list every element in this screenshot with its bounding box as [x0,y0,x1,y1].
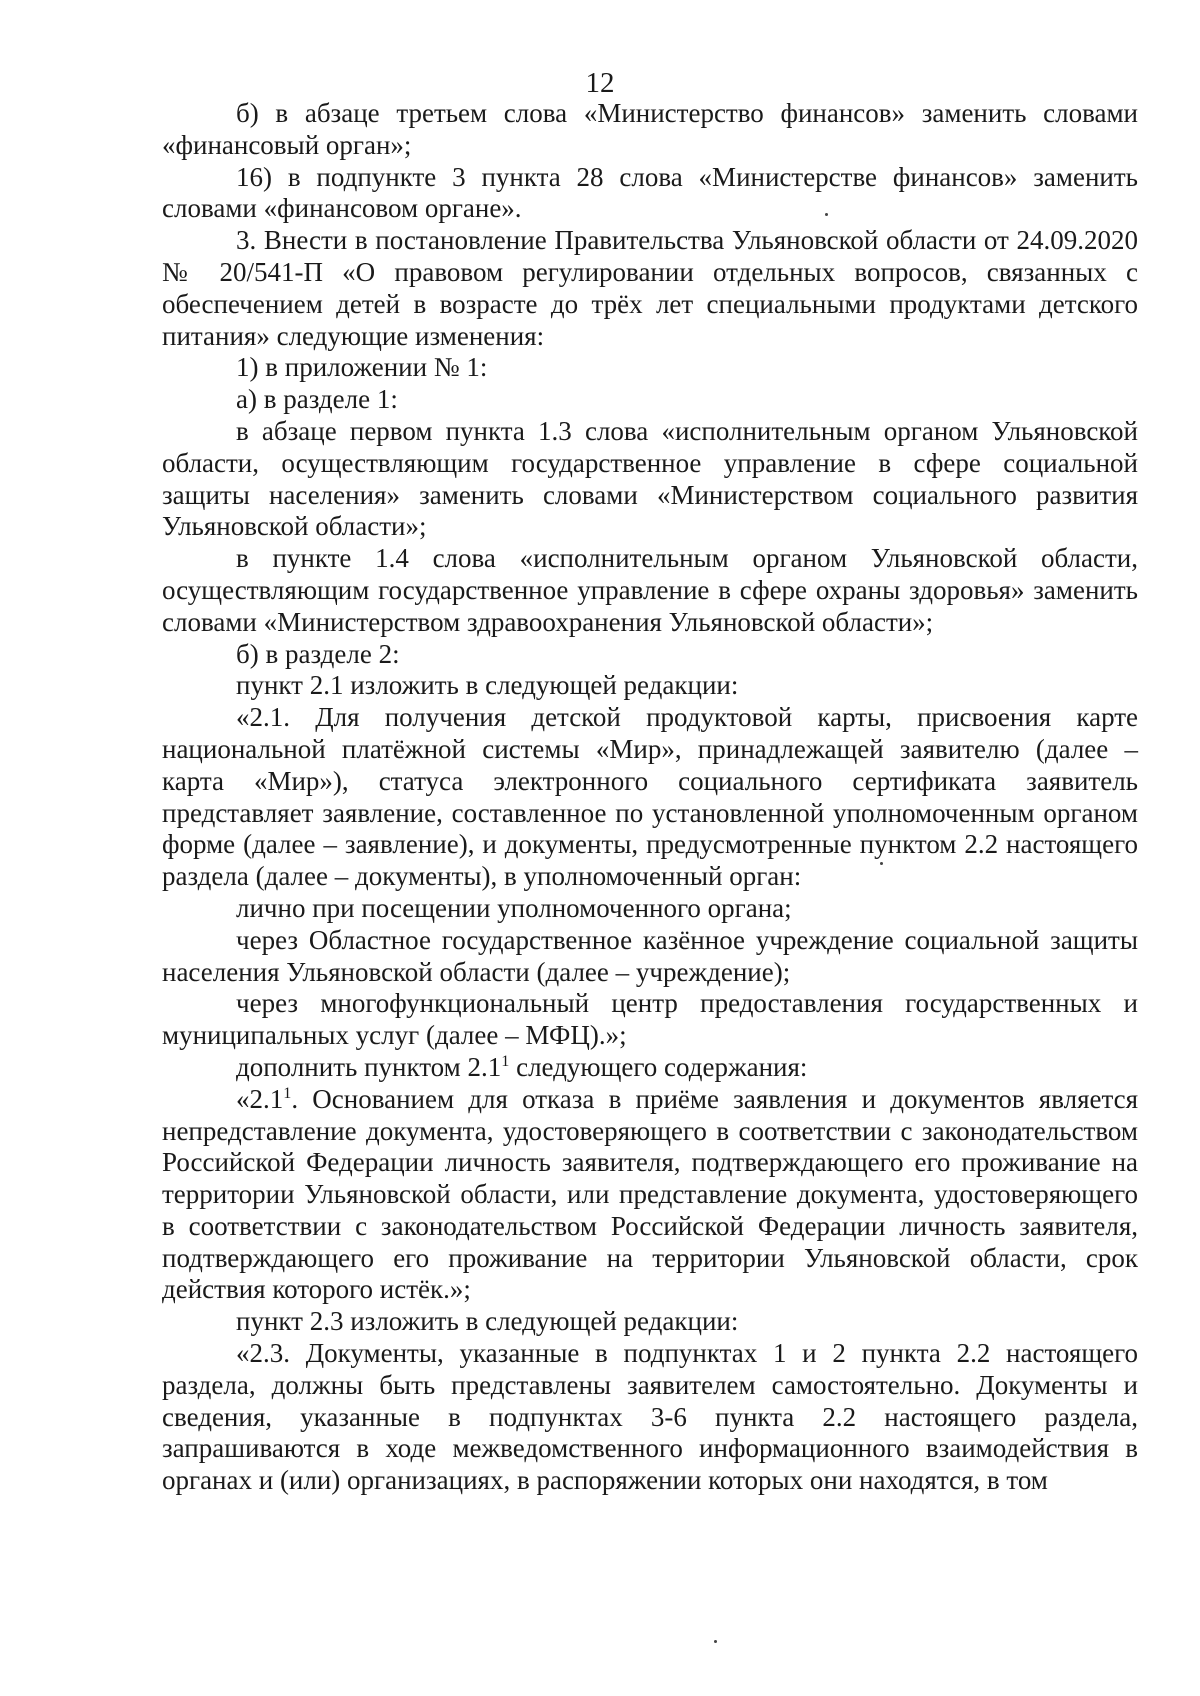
paragraph: через многофункциональный центр предоставления государственных и муниципальных услуг (далее – МФЦ).»; [162,988,1138,1051]
paragraph-2-1-1 [162,1084,1138,1307]
paragraph: «2.1. Для получения детской продуктовой карты, присвоения карте национальной платёжной системы «Мир», принадлежащей заявителю (далее – карта «Мир»), статуса электронного социального сертификата заявитель представляет заявление, составленное по установленной уполномоченным органом форме (далее – заявление), и документы, предусмотренные пунктом 2.2 настоящего раздела (далее – документы), в уполномоченный орган: [162,702,1138,892]
superscript: 1 [283,1083,292,1102]
paragraph: пункт 2.3 изложить в следующей редакции: [236,1306,739,1337]
paragraph: б) в разделе 2: [236,638,400,669]
text-fragment: дополнить пунктом 2.1 [236,1051,502,1082]
paragraph: лично при посещении уполномоченного органа; [236,892,792,923]
scan-speck [825,213,828,216]
document-body [162,98,1138,1497]
paragraph: в абзаце первом пункта 1.3 слова «исполнительным органом Ульяновской области, осуществляющим государственное управление в сфере социальной защиты населения» заменить словами «Министерством социального развития Ульяновской области»; [162,415,1138,542]
page-number: 12 [585,67,615,99]
text-fragment: следующего содержания: [509,1051,808,1082]
scan-speck [880,862,883,865]
paragraph: а) в разделе 1: [236,384,398,415]
text-fragment: . Основанием для отказа в приёме заявления и документов является непредставление документа, удостоверяющего в соответствии с законодательством Российской Федерации личность заявителя, подтверждающего его проживание на территории Ульяновской области, или представление документа, удостоверяющего в соответствии с законодательством Российской Федерации личность заявителя, подтверждающего его проживание на территории Ульяновской области, срок действия которого истёк.»; [162,1083,1138,1305]
text-fragment: «2.1 [236,1083,284,1114]
paragraph-2-1-1-intro [162,1052,1138,1084]
scan-speck [714,1640,717,1643]
paragraph: в пункте 1.4 слова «исполнительным органом Ульяновской области, осуществляющим государственное управление в сфере охраны здоровья» заменить словами «Министерством здравоохранения Ульяновской области»; [162,543,1138,637]
paragraph: б) в абзаце третьем слова «Министерство финансов» заменить словами «финансовый орган»; [162,98,1138,160]
paragraph: 1) в приложении № 1: [236,352,488,383]
paragraph: 3. Внести в постановление Правительства Ульяновской области от 24.09.2020 № 20/541-П «О правовом регулировании отдельных вопросов, связанных с обеспечением детей в возрасте до трёх лет специальными продуктами детского питания» следующие изменения: [162,225,1138,351]
superscript: 1 [501,1051,510,1070]
paragraph: «2.3. Документы, указанные в подпунктах 1 и 2 пункта 2.2 настоящего раздела, должны быть представлены заявителем самостоятельно. Документы и сведения, указанные в подпунктах 3-6 пункта 2.2 настоящего раздела, запрашиваются в ходе межведомственного информационного взаимодействия в органах и (или) организациях, в распоряжении которых они находятся, в том [162,1338,1138,1496]
paragraph: 16) в подпункте 3 пункта 28 слова «Министерстве финансов» заменить словами «финансовом органе». [162,161,1138,224]
paragraph: пункт 2.1 изложить в следующей редакции: [236,670,739,701]
paragraph: через Областное государственное казённое учреждение социальной защиты населения Ульяновской области (далее – учреждение); [162,924,1138,987]
